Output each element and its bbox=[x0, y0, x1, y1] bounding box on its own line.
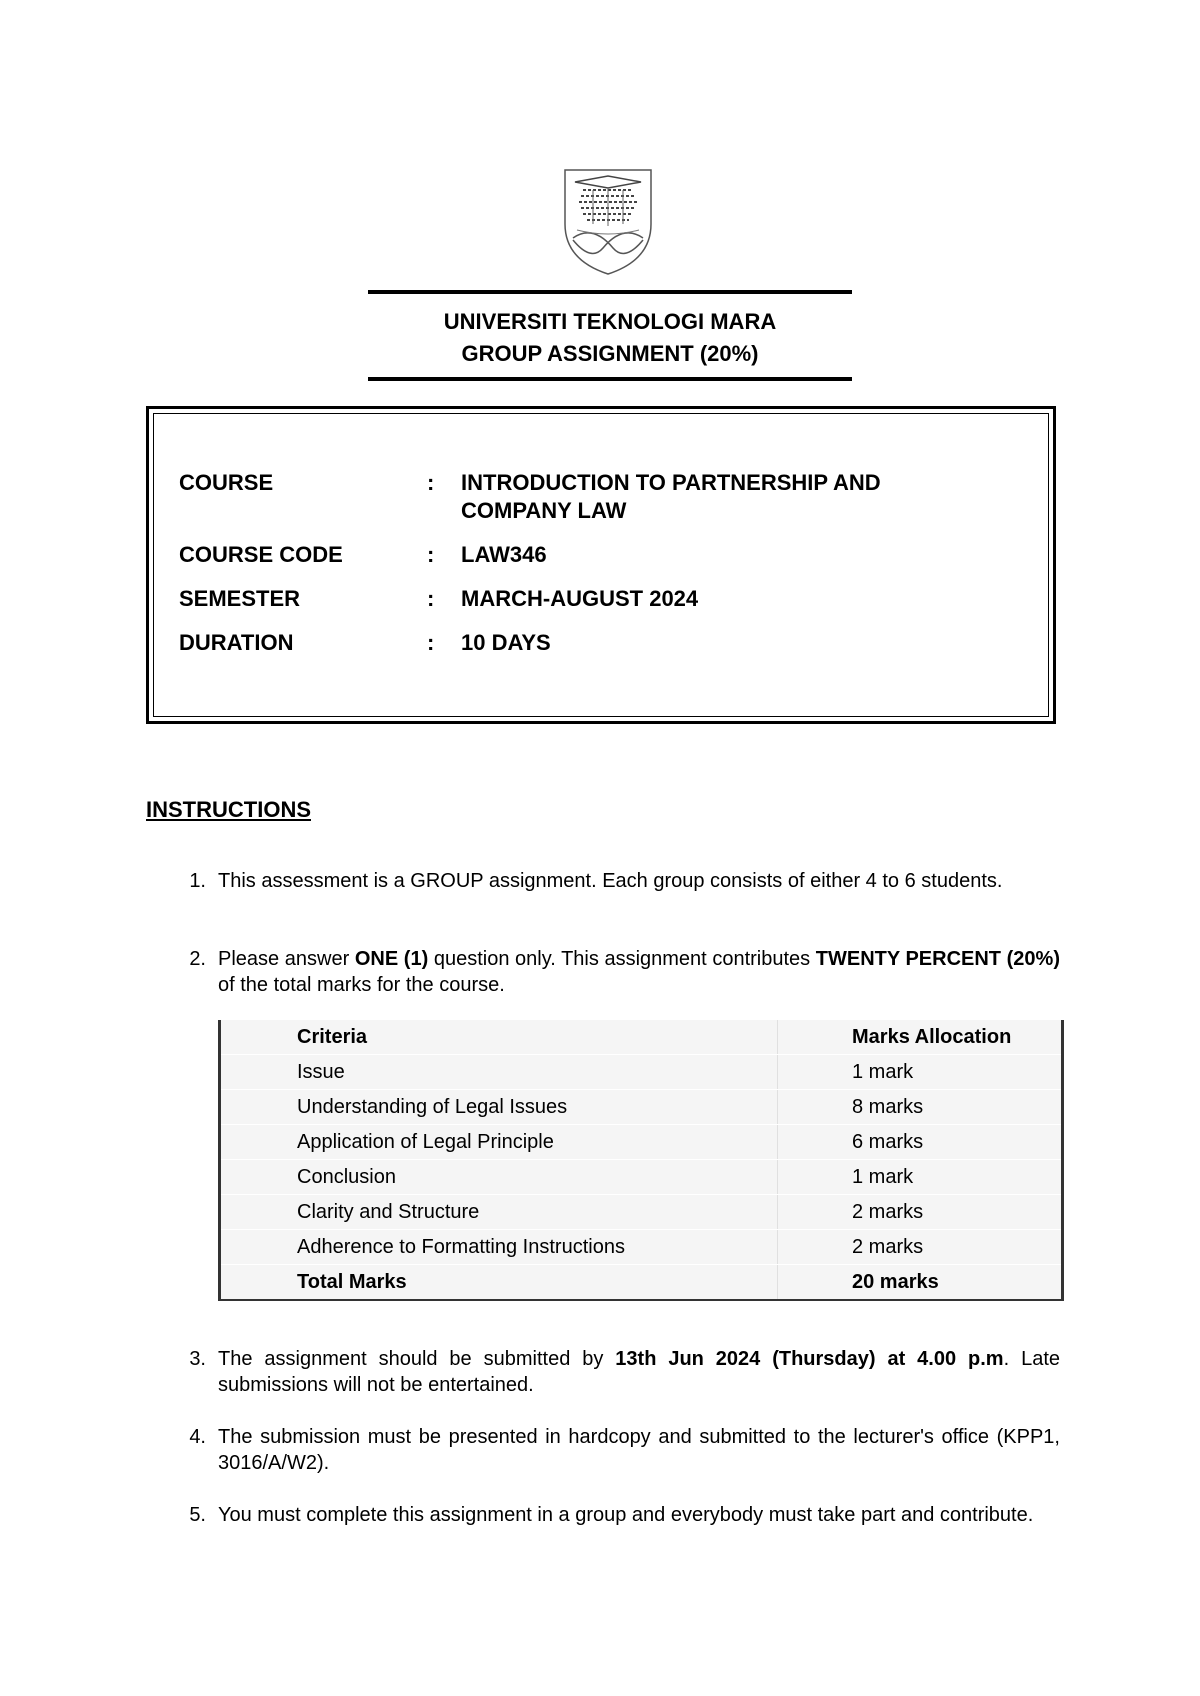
header-bottom-rule bbox=[368, 377, 852, 381]
table-row bbox=[220, 1090, 1063, 1125]
item-number: 1. bbox=[189, 870, 206, 892]
course-value-line1: INTRODUCTION TO PARTNERSHIP AND bbox=[461, 470, 881, 495]
course-code-label: COURSE CODE bbox=[179, 542, 343, 567]
marks-cell: 1 mark bbox=[778, 1160, 1063, 1195]
item-text: This assessment is a GROUP assignment. Each group consists of either 4 to 6 students. bbox=[218, 870, 1003, 892]
total-marks: 20 marks bbox=[778, 1265, 1063, 1301]
total-label: Total Marks bbox=[220, 1265, 778, 1301]
marks-cell: 2 marks bbox=[778, 1230, 1063, 1265]
semester-label: SEMESTER bbox=[179, 586, 301, 611]
table-header-row bbox=[220, 1020, 1063, 1055]
marks-cell: 2 marks bbox=[778, 1195, 1063, 1230]
semester-colon: : bbox=[427, 586, 435, 611]
item-text-bold: ONE (1) bbox=[354, 948, 429, 970]
table-row bbox=[220, 1125, 1063, 1160]
university-crest-logo bbox=[563, 168, 653, 276]
duration-label: DURATION bbox=[179, 630, 294, 655]
criteria-cell: Application of Legal Principle bbox=[220, 1125, 778, 1160]
course-colon: : bbox=[427, 470, 435, 495]
table-row bbox=[220, 1195, 1063, 1230]
item-text-part: The assignment should be submitted by bbox=[218, 1348, 616, 1370]
marks-cell: 1 mark bbox=[778, 1055, 1063, 1090]
item-number: 4. bbox=[189, 1426, 206, 1448]
course-info-box bbox=[146, 406, 1056, 724]
item-number: 3. bbox=[189, 1348, 206, 1370]
item-text-part: question only. This assignment contributes bbox=[428, 948, 816, 970]
item-text-bold: 13th Jun 2024 (Thursday) at 4.00 p.m bbox=[615, 1348, 1004, 1370]
item-number: 5. bbox=[189, 1504, 206, 1526]
item-text: You must complete this assignment in a group and everybody must take part and contribute. bbox=[218, 1504, 1034, 1526]
criteria-cell: Issue bbox=[220, 1055, 778, 1090]
criteria-cell: Adherence to Formatting Instructions bbox=[220, 1230, 778, 1265]
item-text-bold: TWENTY PERCENT (20%) bbox=[815, 948, 1060, 970]
header-marks-allocation: Marks Allocation bbox=[778, 1020, 1063, 1055]
duration-value: 10 DAYS bbox=[461, 630, 551, 655]
criteria-marks-table bbox=[218, 1020, 1064, 1301]
criteria-cell: Understanding of Legal Issues bbox=[220, 1090, 778, 1125]
course-value bbox=[461, 469, 981, 525]
item-text bbox=[218, 1346, 1060, 1398]
course-label: COURSE bbox=[179, 470, 274, 495]
duration-colon: : bbox=[427, 630, 435, 655]
criteria-cell: Conclusion bbox=[220, 1160, 778, 1195]
item-text-part: of the total marks for the course. bbox=[218, 974, 505, 996]
course-code-colon: : bbox=[427, 542, 435, 567]
table-row bbox=[220, 1055, 1063, 1090]
university-name: UNIVERSITI TEKNOLOGI MARA bbox=[443, 309, 777, 334]
header-top-rule bbox=[368, 290, 852, 294]
item-text-part: Please answer bbox=[218, 948, 355, 970]
item-number: 2. bbox=[189, 948, 206, 970]
course-code-value: LAW346 bbox=[461, 542, 547, 567]
assignment-title: GROUP ASSIGNMENT (20%) bbox=[461, 341, 759, 366]
table-row bbox=[220, 1230, 1063, 1265]
criteria-cell: Clarity and Structure bbox=[220, 1195, 778, 1230]
item-text: The submission must be presented in hardcopy and submitted to the lecturer's office (KPP1, 3016/A/W2). bbox=[218, 1426, 1060, 1474]
instructions-heading: INSTRUCTIONS bbox=[146, 797, 311, 822]
item-text-part: . Late submissions will not be entertained. bbox=[218, 1348, 1060, 1396]
table-row bbox=[220, 1160, 1063, 1195]
table-total-row bbox=[220, 1265, 1063, 1301]
header-criteria: Criteria bbox=[220, 1020, 778, 1055]
semester-value: MARCH-AUGUST 2024 bbox=[461, 586, 699, 611]
course-value-line2: COMPANY LAW bbox=[461, 498, 627, 523]
item-text bbox=[218, 946, 1060, 998]
marks-cell: 6 marks bbox=[778, 1125, 1063, 1160]
marks-cell: 8 marks bbox=[778, 1090, 1063, 1125]
